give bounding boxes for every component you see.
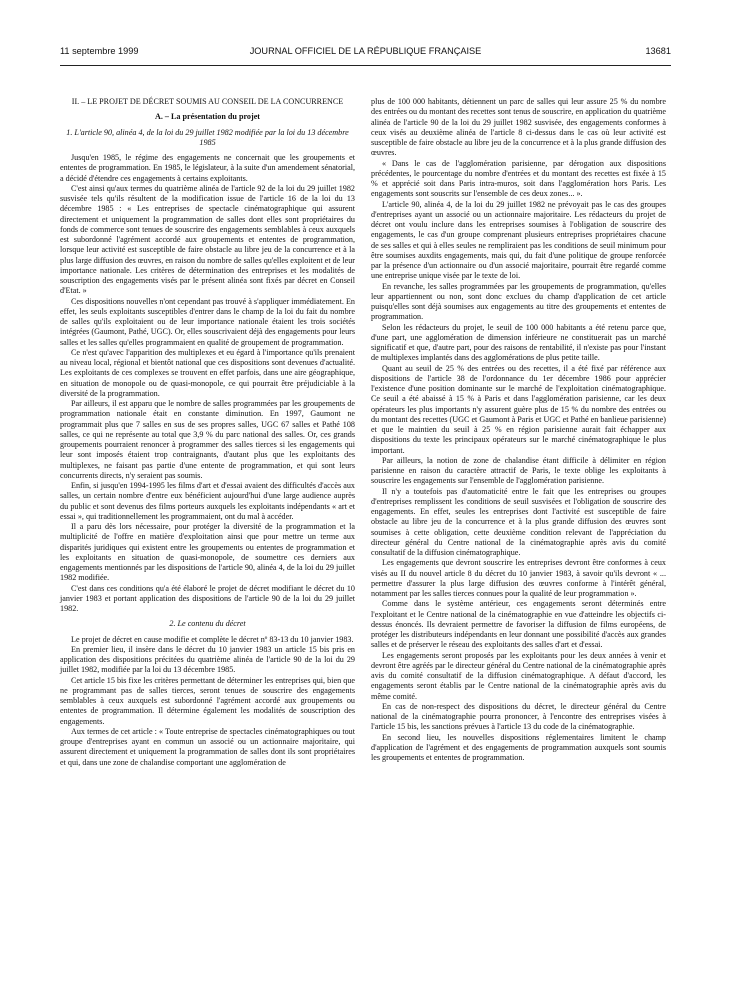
paragraph: Aux termes de cet article : « Toute entreprise de spectacles cinématographiques ou tout groupe d'entreprises ayant en commun un associé ou un actionnaire majoritaire, qui assurent directement et uniquement la programmation de salles dont ils sont propriétaires et qui, dans une zone de chalandise comportant une agglomération de [60,726,355,767]
paragraph: Comme dans le système antérieur, ces engagements seront déterminés entre l'exploitant et le Centre national de la cinématographie en vue d'atteindre les objectifs ci-dessus énoncés. Ils devraient permettre de favoriser la diffusion de films européens, de protéger les distributeurs indépendants en leur donnant une possibilité d'accès aux grandes salles et de préserver le réseau des exploitants des salles d'art et d'essai. [371,599,666,650]
paragraph: En second lieu, les nouvelles dispositions réglementaires limitent le champ d'application de l'agrément et des engagements de programmation auxquels sont soumis les groupements et ententes de programmation. [371,732,666,762]
header-page-number: 13681 [645,46,671,56]
section-heading: A. – La présentation du projet [154,112,261,122]
section-heading: II. – LE PROJET DE DÉCRET SOUMIS AU CONSEIL DE LA CONCURRENCE [71,97,344,106]
paragraph: Les engagements que devront souscrire les entreprises devront être conformes à ceux visés au II du nouvel article 8 du décret du 10 janvier 1983, à savoir qu'ils devront « ... permettre d'assurer la plus large diffusion des œuvres conforme à l'intérêt général, notamment par les salles tierces connues pour la qualité de leur programmation ». [371,558,666,598]
paragraph: Le projet de décret en cause modifie et complète le décret nº 83-13 du 10 janvier 1983. [71,634,354,644]
paragraph: C'est ainsi qu'aux termes du quatrième alinéa de l'article 92 de la loi du 29 juillet 1982 susvisée tels qu'ils résultent de la modification issue de l'article 16 de la loi du 13 décembre 1985 : « Les entreprises de spectacle cinématographique qui assurent directement et uniquement la programmation de salles dont elles sont propriétaires du fonds de commerce sont tenues de souscrire des engagements semblables à ceux auxquels est subordonné l'agrément accordé aux groupements et ententes de programmation, lorsque leur activité est susceptible de faire obstacle au libre jeu de la concurrence et à la plus large diffusion des œuvres, en raison du nombre de salles qu'elles exploitent et de leur importance nationale. Les critères de détermination des entreprises et les modalités de souscription des engagements visés par le présent alinéa sont fixés par décret en Conseil d'Etat. » [60,183,355,296]
paragraph: « Dans le cas de l'agglomération parisienne, par dérogation aux dispositions précédentes, le pourcentage du nombre d'entrées et du montant des recettes est fixée à 15 % et apprécié soit dans Paris intra-muros, soit dans l'agglomération hors Paris. Les engagements sont souscrits sur l'ensemble de ces deux zones... ». [371,158,666,199]
paragraph: Il n'y a toutefois pas d'automaticité entre le fait que les entreprises ou groupes d'entreprises remplissent les conditions de seuil susvisées et l'obligation de souscrire des engagements. En effet, seules les entreprises dont l'activité est susceptible de faire obstacle au libre jeu de la concurrence et à la plus grande diffusion des œuvres sont soumises à cette obligation, cette deuxième condition relevant de l'appréciation du directeur général du Centre national de la cinématographie après avis du comité consultatif de la diffusion cinématographique. [371,486,666,557]
paragraph: Enfin, si jusqu'en 1994-1995 les films d'art et d'essai avaient des difficultés d'accès aux salles, un certain nombre d'entre eux bénéficient aujourd'hui d'une large audience auprès du public et sont devenus des films porteurs auxquels les exploitants indépendants « art et essai », qui traditionnellement les programmaient, ont du mal à accéder. [60,481,355,521]
header-date: 11 septembre 1999 [60,46,139,56]
paragraph: Par ailleurs, la notion de zone de chalandise étant difficile à délimiter en région parisienne en raison du caractère attractif de Paris, le texte oblige les exploitants à souscrire les engagements sur l'ensemble de l'agglomération parisienne. [371,455,666,486]
header-journal-title: JOURNAL OFFICIEL DE LA RÉPUBLIQUE FRANÇAISE [249,46,482,56]
paragraph: Selon les rédacteurs du projet, le seuil de 100 000 habitants a été retenu parce que, d'une part, une agglomération de dimension inférieure ne constituerait pas un marché significatif et que, d'autre part, pour des raisons de rentabilité, il n'existe pas pour l'instant de multiplexes implantés dans des agglomérations de plus petite taille. [371,322,666,363]
paragraph: En cas de non-respect des dispositions du décret, le directeur général du Centre national de la cinématographie pourra prononcer, à l'encontre des entreprises visées à l'article 15 bis, les sanctions prévues à l'article 13 du code de la cinématographie. [371,701,666,732]
paragraph: Il a paru dès lors nécessaire, pour protéger la diversité de la programmation et la multiplicité de l'offre en matière d'exploitation ainsi que pour mettre un terme aux disparités juridiques qui existent entre les groupements ou ententes de programmation et les exploitants en situation de quasi-monopole, de soumettre ces derniers aux engagements mentionnés par les dispositions de l'article 90, alinéa 4, de la loi du 29 juillet 1982 modifiée. [60,522,355,583]
paragraph: Par ailleurs, il est apparu que le nombre de salles programmées par les groupements de programmation nationale était en constante diminution. En 1997, Gaumont ne programmait plus que 7 salles en sus de ses propres salles, UGC 67 salles et Pathé 108 salles, ce qui ne représente au total que 3,9 % du parc national des salles. Or, ces grands groupements pourraient renoncer à programmer des salles tierces si les engagements qui leur sont imposés étaient trop contraignants, d'autant plus que les exploitants des multiplexes, ne faisant pas partie d'une entente de programmation, et qui sont leurs concurrents directs, n'y seraient pas soumis. [60,399,355,480]
paragraph: En revanche, les salles programmées par les groupements de programmation, qu'elles leur appartiennent ou non, sont donc exclues du champ d'application de cet article puisqu'elles sont déjà soumises aux engagements au titre des groupements et ententes de programmation. [371,281,666,322]
paragraph: L'article 90, alinéa 4, de la loi du 29 juillet 1982 ne prévoyait pas le cas des groupes d'entreprises ayant un associé ou un actionnaire majoritaire. Les rédacteurs du projet de décret ont voulu inclure dans les entreprises soumises à l'obligation de souscrire des engagements, le cas d'un groupe comprenant plusieurs entreprises propriétaires chacune de ses salles et qui à elles seules ne rempliraient pas les conditions de seuil minimum pour être soumises auxdits engagements, mais qui, du fait d'une politique de groupe renforcée par la présence d'un actionnaire ou d'un associé majoritaire, pourrait être regardé comme une entreprise unique visée par le texte de loi. [371,199,666,281]
paragraph: plus de 100 000 habitants, détiennent un parc de salles qui leur assure 25 % du nombre des entrées ou du montant des recettes sont tenus de souscrire, en application du quatrième alinéa de l'article 90 de la loi du 29 juillet 1982 susvisée, des engagements conformes à ceux visés au deuxième alinéa de l'article 8 ci-dessus dans le cas où leur activité est susceptible de faire obstacle au libre jeu de la concurrence et à la plus grande diffusion des œuvres. [371,97,666,158]
header-rule [60,65,671,66]
page-header [60,46,671,60]
paragraph: Ce n'est qu'avec l'apparition des multiplexes et eu égard à l'importance qu'ils prenaient au niveau local, régional et bientôt national que ces dispositions sont devenues d'actualité. Les exploitants de ces complexes se trouvent en effet parfois, dans une aire géographique, en situation de monopole ou de quasi-monopole, ce qui pourrait être préjudiciable à la diversité de la programmation. [60,347,355,398]
paragraph: En premier lieu, il insère dans le décret du 10 janvier 1983 un article 15 bis pris en application des dispositions précitées du quatrième alinéa de l'article 90 de la loi du 29 juillet 1982, modifiée par la loi du 13 décembre 1985. [60,644,355,675]
paragraph: C'est dans ces conditions qu'a été élaboré le projet de décret modifiant le décret du 10 janvier 1983 et portant application des dispositions de l'article 90 de la loi du 29 juillet 1982. [60,583,355,613]
section-heading: 2. Le contenu du décret [169,619,246,629]
paragraph: Jusqu'en 1985, le régime des engagements ne concernait que les groupements et ententes de programmation. En 1985, le législateur, à la suite d'un amendement sénatorial, a décidé d'étendre ces engagements à certains exploitants. [60,153,355,183]
paragraph: Ces dispositions nouvelles n'ont cependant pas trouvé à s'appliquer immédiatement. En effet, les seuls exploitants susceptibles d'entrer dans le champ de la loi du fait du nombre de salles qu'ils exploitaient ou de leur importance nationale étaient les trois sociétés intégrées (Gaumont, Pathé, UGC). Or, elles souscrivaient déjà des engagements pour leurs salles et les salles qu'elles programmaient en qualité de groupement de programmation. [60,296,355,347]
paragraph: Quant au seuil de 25 % des entrées ou des recettes, il a été fixé par référence aux dispositions de l'article 38 de l'ordonnance du 1er décembre 1986 pour apprécier l'existence d'une position dominante sur le marché de l'exploitation cinématographique. Ce seuil a été abaissé à 15 % à Paris et dans l'agglomération parisienne, car les deux opérateurs les plus importants n'y assurent guère plus de 15 % du nombre des entrées ou du montant des recettes (UGC et Gaumont à Paris et UGC et Pathé en banlieue parisienne) et que le maintien du seuil à 25 % en région parisienne aurait fait échapper aux dispositions du texte les principaux opérateurs sur le marché cinématographique le plus important. [371,363,666,455]
paragraph: Cet article 15 bis fixe les critères permettant de déterminer les entreprises qui, bien que ne programmant pas de salles tierces, seront tenues de souscrire des engagements semblables à ceux auxquels est subordonné l'agrément accordé aux groupements ou ententes de programmation. Il détermine également les modalités de souscription des engagements. [60,675,355,726]
section-heading: 1. L'article 90, alinéa 4, de la loi du 29 juillet 1982 modifiée par la loi du 13 décembre 1985 [66,127,349,147]
left-column [60,97,355,768]
right-column [371,97,666,763]
paragraph: Les engagements seront proposés par les exploitants pour les deux années à venir et devront être agréés par le directeur général du Centre national de la cinématographie après avis du comité consultatif de la diffusion cinématographique. A défaut d'accord, les engagements seront établis par le Centre national de la cinématographie après avis du même comité. [371,650,666,701]
